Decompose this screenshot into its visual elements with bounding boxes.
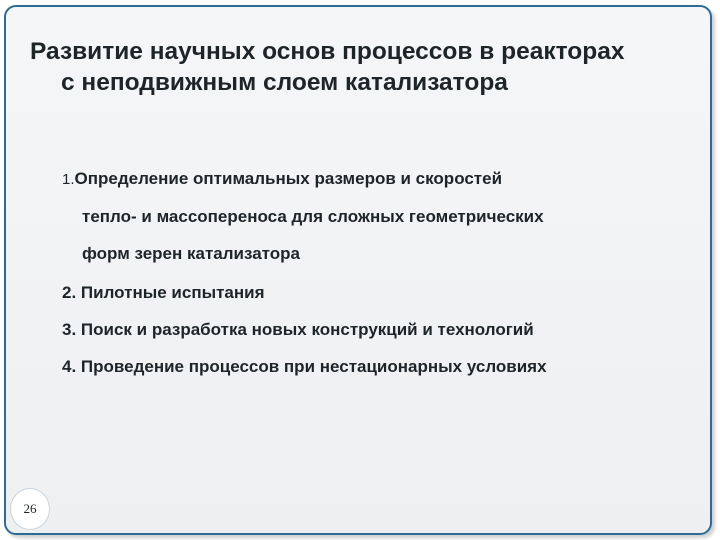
list-item-3-text: Поиск и разработка новых конструкций и технологий — [80, 320, 534, 339]
list-item-1-number: 1. — [62, 171, 75, 188]
list-item-1-line-3: форм зерен катализатора — [82, 244, 301, 263]
list-item-2 — [62, 283, 662, 303]
list-item-1-line-2: тепло- и массопереноса для сложных геометрических — [82, 207, 544, 226]
list-item-1-line-1: Определение оптимальных размеров и скоростей — [74, 169, 503, 188]
list-item-3-number: 3. — [62, 320, 77, 339]
page-number: 26 — [23, 501, 37, 516]
title-line-2: с неподвижным слоем катализатора — [61, 69, 508, 96]
page-number-badge — [10, 488, 50, 530]
list-item-4-text: Проведение процессов при нестационарных условиях — [80, 357, 547, 376]
list-item-3 — [62, 320, 662, 340]
title-line-1: Развитие научных основ процессов в реакторах — [30, 38, 625, 65]
list-item-4 — [62, 357, 662, 377]
list-item-2-number: 2. — [62, 283, 77, 302]
list-item-4-number: 4. — [62, 357, 77, 376]
list-item-1 — [62, 169, 662, 264]
bullet-list — [62, 169, 662, 377]
slide-title — [30, 36, 710, 98]
list-item-2-text: Пилотные испытания — [80, 283, 265, 302]
